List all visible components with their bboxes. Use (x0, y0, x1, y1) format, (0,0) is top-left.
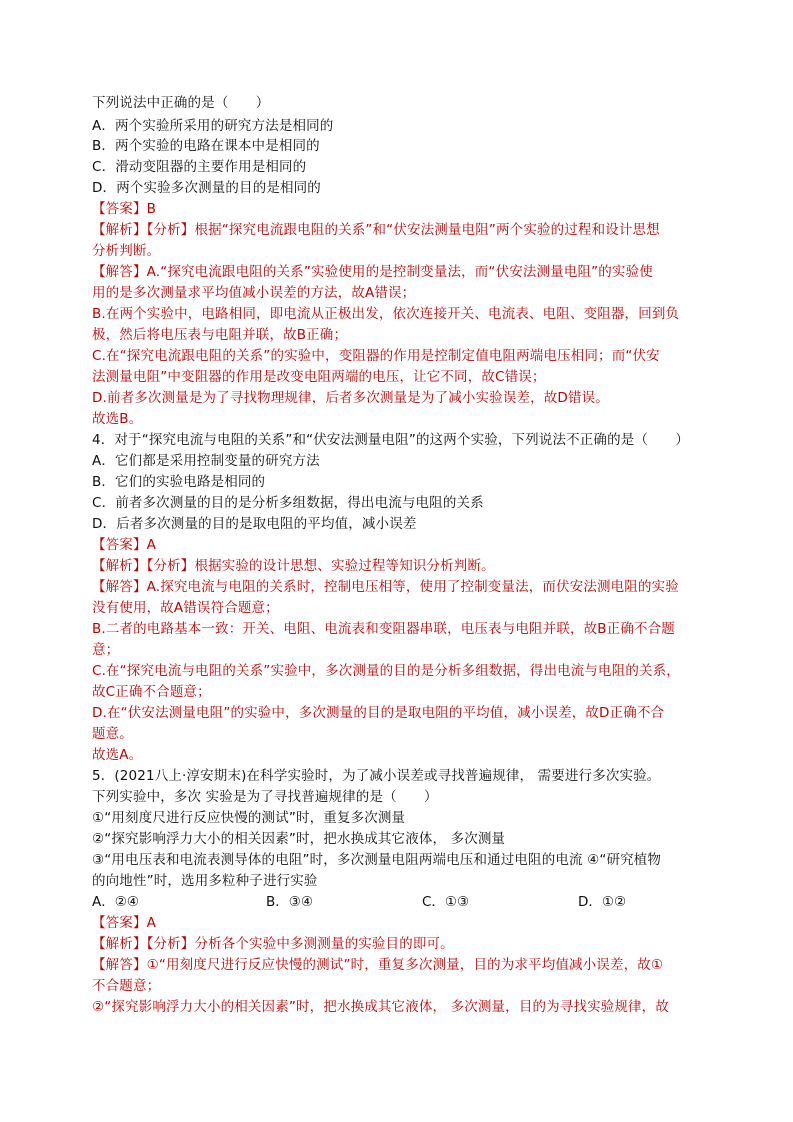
q5-stem-line: 5．(2021八上·淳安期末)在科学实验时，为了减小误差或寻找普遍规律， 需要进行多次实验。 (92, 768, 661, 784)
q4-conclusion: 故选A。 (92, 747, 143, 763)
q4-stem: 4．对于“探究电流与电阻的关系”和“伏安法测量电阻”的这两个实验，下列说法不正确的是（ ） (92, 432, 689, 448)
q3-solution-line: 【解答】A.“探究电流跟电阻的关系”实验使用的是控制变量法，而“伏安法测量电阻”的实验使 (92, 264, 653, 280)
q3-option-d: D．两个实验多次测量的目的是相同的 (92, 180, 321, 196)
q4-solution-line: 没有使用，故A错误符合题意； (92, 600, 279, 616)
q4-option-d: D．后者多次测量的目的是取电阻的平均值，减小误差 (92, 516, 417, 532)
q5-solution-line: 不合题意； (92, 978, 161, 994)
q5-solution-line: ②“探究影响浮力大小的相关因素”时，把水换成其它液体， 多次测量，目的为寻找实验规律，故 (92, 999, 669, 1015)
q5-option-b: B．③④ (266, 894, 313, 910)
q5-answer: 【答案】A (92, 915, 156, 931)
q3-option-a: A．两个实验所采用的研究方法是相同的 (92, 118, 334, 134)
q3-solution-line: D.前者多次测量是为了寻找物理规律，后者多次测量是为了减小实验误差，故D错误。 (92, 390, 609, 406)
q3-analysis-line: 分析判断。 (92, 243, 161, 259)
q3-conclusion: 故选B。 (92, 411, 143, 427)
q3-solution-line: C.在“探究电流跟电阻的关系”的实验中，变阻器的作用是控制定值电阻两端电压相同；而“伏安 (92, 348, 660, 364)
q3-solution-line: 法测量电阻”中变阻器的作用是改变电阻两端的电压，让它不同，故C错误； (92, 369, 546, 385)
q4-option-b: B．它们的实验电路是相同的 (92, 474, 266, 490)
q5-stem-line: 下列实验中，多次 实验是为了寻找普遍规律的是（ ） (92, 789, 438, 805)
q4-solution-line: 【解答】A.探究电流与电阻的关系时，控制电压相等，使用了控制变量法，而伏安法测电阻的实验 (92, 579, 679, 595)
q3-solution-line: 极，然后将电压表与电阻并联，故B正确； (92, 327, 348, 343)
q3-analysis-line: 【解析】【分析】根据“探究电流跟电阻的关系”和“伏安法测量电阻”两个实验的过程和设计思想 (92, 222, 660, 238)
q4-solution-line: 故C正确不合题意； (92, 684, 211, 700)
q5-option-a: A．②④ (92, 894, 139, 910)
q4-option-a: A．它们都是采用控制变量的研究方法 (92, 453, 320, 469)
q4-analysis: 【解析】【分析】根据实验的设计思想、实验过程等知识分析判断。 (92, 558, 495, 574)
q3-solution-line: 用的是多次测量求平均值减小误差的方法，故A错误； (92, 285, 416, 301)
q3-answer: 【答案】B (92, 201, 157, 217)
q4-solution-line: B.二者的电路基本一致：开关、电阻、电流表和变阻器串联，电压表与电阻并联，故B正确不合题 (92, 621, 675, 637)
q4-solution-line: 题意。 (92, 726, 133, 742)
q4-solution-line: C.在“探究电流与电阻的关系”实验中，多次测量的目的是分析多组数据，得出电流与电阻的关系， (92, 663, 680, 679)
q3-solution-line: B.在两个实验中，电路相同，即电流从正极出发，依次连接开关、电流表、电阻、变阻器，回到负 (92, 306, 680, 322)
q5-option-c: C．①③ (422, 894, 470, 910)
q4-solution-line: D.在“伏安法测量电阻”的实验中，多次测量的目的是取电阻的平均值，减小误差，故D正确不合 (92, 705, 665, 721)
q5-solution-line: 【解答】①“用刻度尺进行反应快慢的测试”时，重复多次测量，目的为求平均值减小误差，故① (92, 957, 664, 973)
q3-option-b: B．两个实验的电路在课本中是相同的 (92, 138, 320, 154)
q4-option-c: C．前者多次测量的目的是分析多组数据，得出电流与电阻的关系 (92, 495, 484, 511)
q5-option-d: D．①② (578, 894, 627, 910)
q4-answer: 【答案】A (92, 537, 156, 553)
q5-analysis: 【解析】【分析】分析各个实验中多测测量的实验目的即可。 (92, 936, 454, 952)
q3-option-c: C．滑动变阻器的主要作用是相同的 (92, 159, 307, 175)
q5-item-4-cont: 的向地性”时，选用多粒种子进行实验 (92, 873, 318, 889)
q4-solution-line: 意； (92, 642, 120, 658)
q5-item-1: ①“用刻度尺进行反应快慢的测试”时，重复多次测量 (92, 810, 406, 826)
q5-item-2: ②“探究影响浮力大小的相关因素”时，把水换成其它液体， 多次测量 (92, 831, 506, 847)
q3-stem: 下列说法中正确的是（ ） (92, 95, 270, 111)
q5-item-3-4: ③“用电压表和电流表测导体的电阻”时，多次测量电阻两端电压和通过电阻的电流 ④“研究植物 (92, 852, 662, 868)
